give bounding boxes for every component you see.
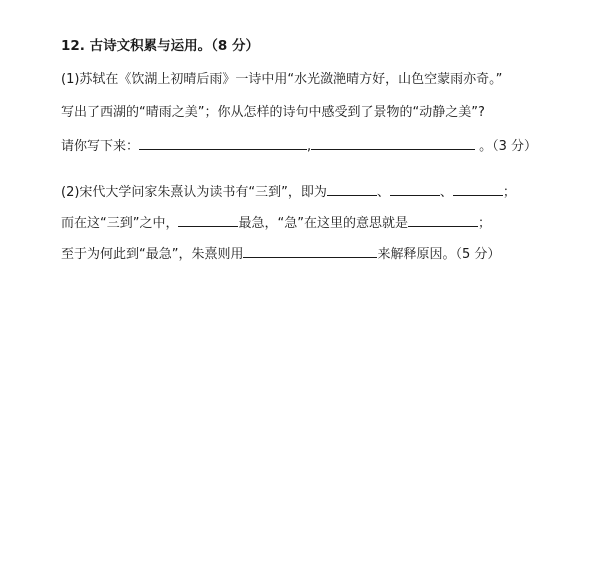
answer-blank-8[interactable] [243, 244, 377, 258]
part2-line3-prefix: 至于为何此到“最急”，朱熹则用 [61, 247, 244, 262]
part2-line2-mid: 最急，“急”在这里的意思就是 [238, 216, 408, 231]
answer-blank-6[interactable] [178, 213, 238, 227]
part2-line1-prefix: (2)宋代大学问家朱熹认为读书有“三到”，即为 [61, 185, 327, 200]
answer-blank-4[interactable] [390, 182, 440, 196]
answer-blank-3[interactable] [327, 182, 377, 196]
part2-line1 [61, 182, 516, 202]
part1-line3-suffix: 。（3 分） [479, 139, 538, 154]
part2-line1-sep2: 、 [439, 185, 453, 200]
part1-line3-separator: , [307, 139, 312, 154]
answer-blank-1[interactable] [139, 136, 307, 150]
part2-line2-suffix: ； [477, 216, 491, 231]
answer-blank-7[interactable] [408, 213, 478, 227]
answer-blank-5[interactable] [453, 182, 503, 196]
part2-line3-suffix: 来解释原因。（5 分） [377, 247, 501, 262]
part1-line3-prefix: 请你写下来： [61, 139, 140, 154]
part2-line2 [61, 213, 491, 233]
question-heading: 12. 古诗文积累与运用。（8 分） [61, 38, 259, 54]
part2-line1-sep1: 、 [376, 185, 390, 200]
part1-line3 [61, 136, 537, 156]
answer-blank-2[interactable] [311, 136, 475, 150]
part2-line3 [61, 244, 500, 264]
part1-line1: (1)苏轼在《饮湖上初晴后雨》一诗中用“水光潋滟晴方好，山色空蒙雨亦奇。” [61, 72, 503, 87]
part2-line1-suffix: ； [502, 185, 516, 200]
part1-line2: 写出了西湖的“晴雨之美”；你从怎样的诗句中感受到了景物的“动静之美”? [61, 105, 485, 120]
part2-line2-prefix: 而在这“三到”之中， [61, 216, 179, 231]
